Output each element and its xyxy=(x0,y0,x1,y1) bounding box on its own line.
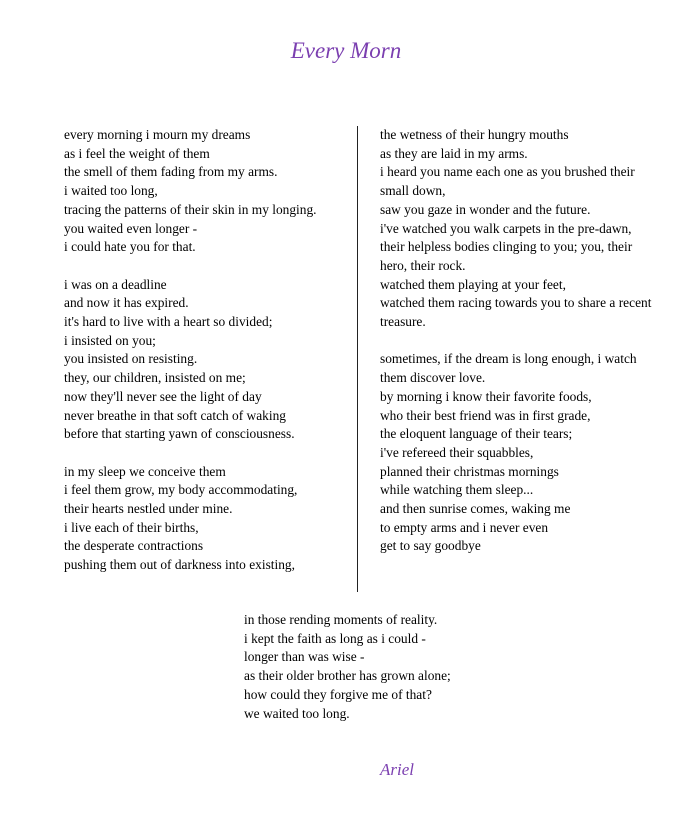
poem-line: i feel them grow, my body accommodating, xyxy=(64,482,298,498)
poem-line: the wetness of their hungry mouths xyxy=(380,127,569,142)
poem-line: watched them racing towards you to share a recent treasure. xyxy=(380,295,652,330)
poem-line: in those rending moments of reality. xyxy=(244,612,438,627)
poem-line: tracing the patterns of their skin in my longing. xyxy=(64,201,317,217)
stanza xyxy=(380,350,652,556)
poem-line: i could hate you for that. xyxy=(64,239,196,255)
poem-line: you insisted on resisting. xyxy=(64,351,198,367)
poem-line: saw you gaze in wonder and the future. xyxy=(380,201,591,217)
poem-line: we waited too long. xyxy=(244,705,350,721)
stanza xyxy=(380,126,652,332)
poem-line: i kept the faith as long as i could - xyxy=(244,630,426,646)
stanza xyxy=(64,463,344,575)
poem-line: as i feel the weight of them xyxy=(64,145,210,161)
poem-line: you waited even longer - xyxy=(64,220,198,236)
poem-line: now they'll never see the light of day xyxy=(64,388,262,404)
poem-line: never breathe in that soft catch of waking xyxy=(64,407,286,423)
poem-title: Every Morn xyxy=(290,38,402,63)
poem-line: and now it has expired. xyxy=(64,295,189,311)
poem-line: in my sleep we conceive them xyxy=(64,463,226,479)
poem-line: the eloquent language of their tears; xyxy=(380,426,573,442)
poem-final-stanza xyxy=(244,611,544,723)
poem-line: planned their christmas mornings xyxy=(380,463,559,479)
poem-line: their hearts nestled under mine. xyxy=(64,501,233,517)
poem-line: the smell of them fading from my arms. xyxy=(64,164,278,180)
stanza xyxy=(244,611,544,723)
poem-line: every morning i mourn my dreams xyxy=(64,127,251,142)
poem-line: i've refereed their squabbles, xyxy=(380,444,534,460)
poem-line: i insisted on you; xyxy=(64,332,156,348)
poem-line: how could they forgive me of that? xyxy=(244,686,432,702)
poem-line: i live each of their births, xyxy=(64,519,199,535)
poem-line: get to say goodbye xyxy=(380,538,481,554)
poem-line: by morning i know their favorite foods, xyxy=(380,388,592,404)
poem-line: longer than was wise - xyxy=(244,649,365,665)
poem-left-column xyxy=(64,126,344,575)
poem-line: and then sunrise comes, waking me xyxy=(380,501,571,517)
poem-line: i was on a deadline xyxy=(64,276,167,292)
poem-line: as their older brother has grown alone; xyxy=(244,668,451,684)
poem-line: it's hard to live with a heart so divided; xyxy=(64,314,273,330)
poem-line: sometimes, if the dream is long enough, i watch them discover love. xyxy=(380,351,637,386)
poem-line: i heard you name each one as you brushed their small down, xyxy=(380,164,635,199)
poem-line: while watching them sleep... xyxy=(380,482,534,498)
poem-line: i waited too long, xyxy=(64,183,158,199)
poem-line: to empty arms and i never even xyxy=(380,519,549,535)
poem-line: before that starting yawn of consciousness. xyxy=(64,426,295,442)
stanza xyxy=(64,126,344,257)
poem-line: as they are laid in my arms. xyxy=(380,145,528,161)
column-divider xyxy=(357,126,358,592)
poem-line: pushing them out of darkness into existing, xyxy=(64,557,295,573)
poem-line: they, our children, insisted on me; xyxy=(64,370,246,386)
author-signature: Ariel xyxy=(380,760,414,779)
poem-line: watched them playing at your feet, xyxy=(380,276,566,292)
poem-line: i've watched you walk carpets in the pre-dawn, xyxy=(380,220,632,236)
poem-line: the desperate contractions xyxy=(64,538,204,554)
poem-line: their helpless bodies clinging to you; you, their hero, their rock. xyxy=(380,239,633,273)
poem-line: who their best friend was in first grade, xyxy=(380,407,591,423)
stanza xyxy=(64,276,344,444)
poem-right-column xyxy=(380,126,652,556)
